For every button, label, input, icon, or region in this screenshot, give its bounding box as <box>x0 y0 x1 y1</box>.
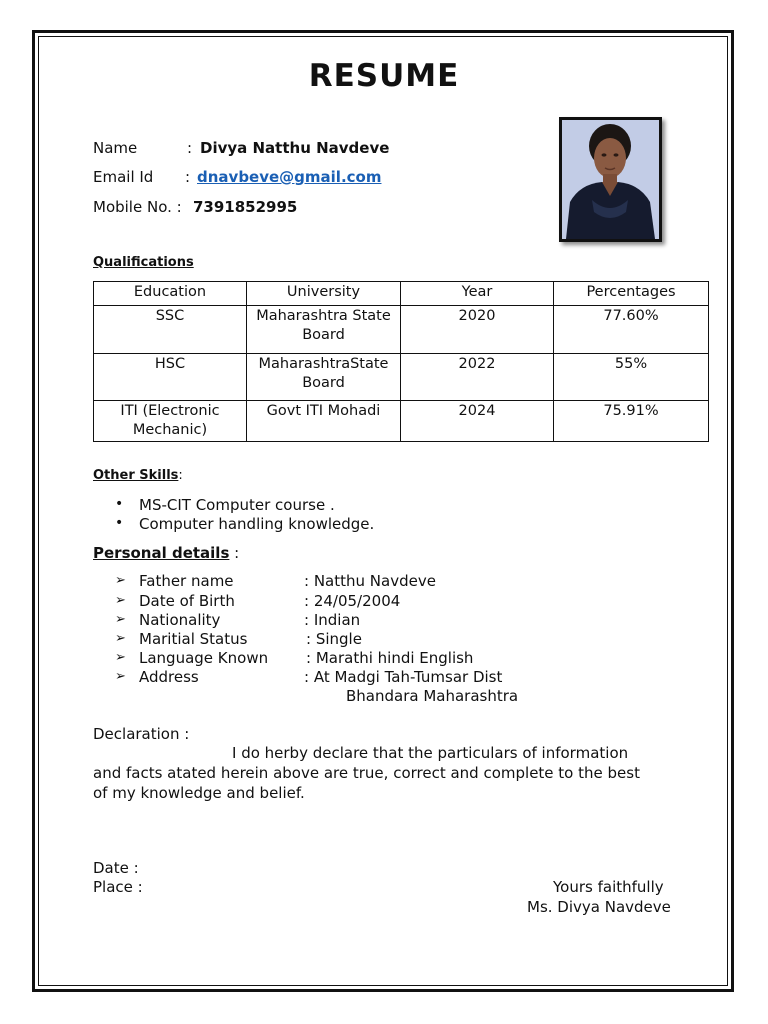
arrow-bullet-icon: ➢ <box>115 631 126 646</box>
declaration-text-line2: and facts atated herein above are true, correct and complete to the best <box>93 764 640 782</box>
table-cell: 77.60% <box>554 306 709 354</box>
table-cell: 2020 <box>401 306 554 354</box>
skills-colon: : <box>178 468 183 483</box>
qualifications-heading: Qualifications <box>93 255 194 270</box>
personal-value-address: : At Madgi Tah-Tumsar Dist <box>304 668 503 686</box>
email-label: Email Id <box>93 168 154 186</box>
bullet-icon: • <box>115 515 124 531</box>
arrow-bullet-icon: ➢ <box>115 593 126 608</box>
personal-label-address: Address <box>139 668 199 686</box>
name-label: Name <box>93 139 138 157</box>
arrow-bullet-icon: ➢ <box>115 573 126 588</box>
table-row <box>94 401 709 442</box>
email-separator: : <box>185 168 191 186</box>
date-label: Date : <box>93 859 139 877</box>
signature-name: Ms. Divya Navdeve <box>527 898 671 916</box>
arrow-bullet-icon: ➢ <box>115 612 126 627</box>
personal-label-nationality: Nationality <box>139 611 221 629</box>
skill-item: Computer handling knowledge. <box>139 515 375 533</box>
table-cell: MaharashtraState Board <box>247 354 401 401</box>
personal-value-address-line2: Bhandara Maharashtra <box>346 687 519 705</box>
personal-label-language: Language Known <box>139 649 269 667</box>
declaration-text-line1: I do herby declare that the particulars of information <box>232 744 629 762</box>
column-header-education: Education <box>94 282 247 306</box>
personal-heading: Personal details <box>93 544 230 562</box>
mobile-label: Mobile No. : <box>93 198 182 216</box>
personal-value-father: : Natthu Navdeve <box>304 572 436 590</box>
name-separator: : <box>187 139 193 157</box>
table-cell: 2022 <box>401 354 554 401</box>
qualifications-table <box>93 281 709 442</box>
personal-value-nationality: : Indian <box>304 611 361 629</box>
personal-value-language: : Marathi hindi English <box>306 649 474 667</box>
personal-heading-line <box>93 544 239 562</box>
arrow-bullet-icon: ➢ <box>115 669 126 684</box>
declaration-text-line3: of my knowledge and belief. <box>93 784 305 802</box>
table-cell: HSC <box>94 354 247 401</box>
profile-photo <box>559 117 662 242</box>
personal-value-dob: : 24/05/2004 <box>304 592 401 610</box>
name-value: Divya Natthu Navdeve <box>200 139 390 157</box>
table-cell: ITI (Electronic Mechanic) <box>94 401 247 442</box>
closing-text: Yours faithfully <box>553 878 664 896</box>
skills-heading: Other Skills <box>93 468 179 483</box>
table-cell: Maharashtra State Board <box>247 306 401 354</box>
column-header-percentages: Percentages <box>554 282 709 306</box>
arrow-bullet-icon: ➢ <box>115 650 126 665</box>
table-row <box>94 306 709 354</box>
table-cell: 55% <box>554 354 709 401</box>
bullet-icon: • <box>115 496 124 512</box>
place-label: Place : <box>93 878 143 896</box>
column-header-year: Year <box>401 282 554 306</box>
column-header-university: University <box>247 282 401 306</box>
personal-label-marital: Maritial Status <box>139 630 248 648</box>
resume-title: RESUME <box>308 58 460 94</box>
portrait-image <box>562 120 659 239</box>
table-row <box>94 354 709 401</box>
table-cell: 75.91% <box>554 401 709 442</box>
mobile-value: 7391852995 <box>193 198 298 216</box>
declaration-label: Declaration : <box>93 725 190 743</box>
personal-label-father: Father name <box>139 572 234 590</box>
personal-label-dob: Date of Birth <box>139 592 235 610</box>
personal-colon: : <box>234 544 240 562</box>
table-cell: SSC <box>94 306 247 354</box>
table-cell: 2024 <box>401 401 554 442</box>
personal-value-marital: : Single <box>306 630 362 648</box>
skills-heading-line <box>93 468 183 483</box>
email-link[interactable]: dnavbeve@gmail.com <box>197 168 382 186</box>
table-header-row <box>94 282 709 306</box>
skill-item: MS-CIT Computer course . <box>139 496 335 514</box>
table-cell: Govt ITI Mohadi <box>247 401 401 442</box>
